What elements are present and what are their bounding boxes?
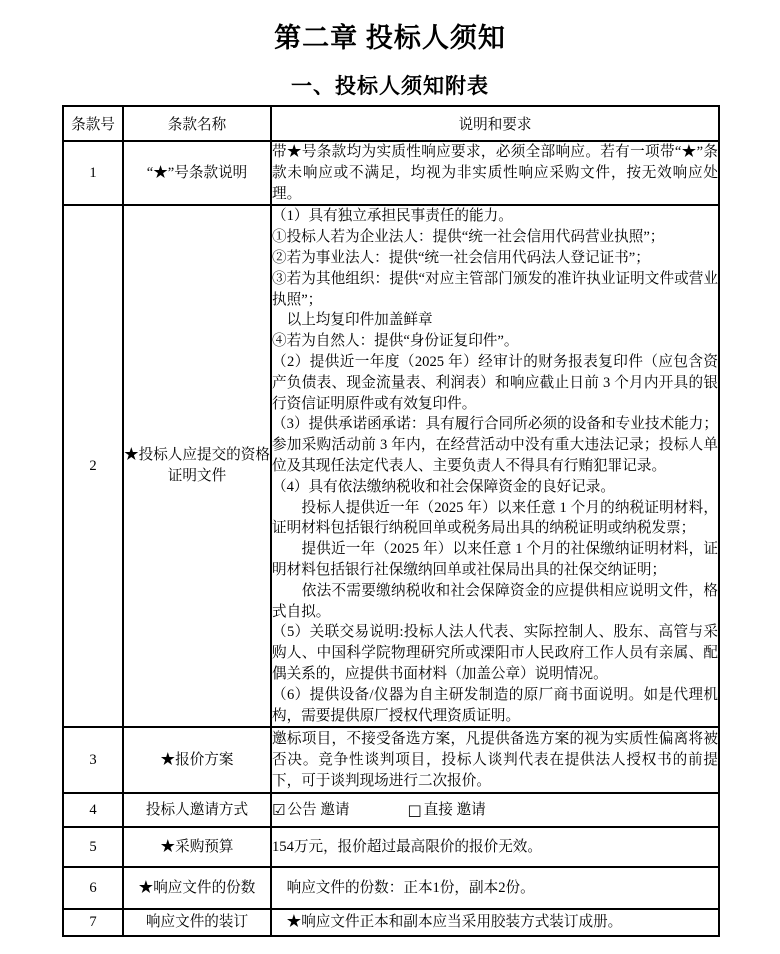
clause-name: ★采购预算 [123, 827, 271, 867]
header-clause-number: 条款号 [63, 106, 123, 141]
description-paragraph: ★响应文件正本和副本应当采用胶装方式装订成册。 [272, 914, 623, 931]
table-header-row [63, 106, 719, 141]
table-row [63, 827, 719, 867]
chapter-title: 第二章 投标人须知 [274, 23, 506, 53]
clause-name: 响应文件的装订 [123, 909, 271, 936]
description-paragraph: ①投标人若为企业法人：提供“统一社会信用代码营业执照”； [272, 229, 665, 246]
description-paragraph: ③若为其他组织：提供“对应主管部门颁发的准许执业证明文件或营业执照”； [272, 270, 718, 308]
clause-number: 5 [63, 827, 123, 867]
description-paragraph: 依法不需要缴纳税收和社会保障资金的应提供相应说明文件，格式自拟。 [272, 582, 718, 620]
clause-description [271, 727, 719, 793]
table-row [63, 909, 719, 936]
clause-number: 4 [63, 793, 123, 827]
description-paragraph: 邀标项目，不接受备选方案，凡提供备选方案的视为实质性偏离将被否决。竞争性谈判项目，投标人谈判代表在提供法人授权书的前提下，可于谈判现场进行二次报价。 [272, 731, 718, 789]
clause-description [271, 205, 719, 727]
option-direct-invitation [407, 800, 485, 821]
clause-name: ★投标人应提交的资格证明文件 [123, 205, 271, 727]
clause-number: 2 [63, 205, 123, 727]
table-row [63, 727, 719, 793]
clause-name: ★响应文件的份数 [123, 867, 271, 909]
description-paragraph: （4）具有依法缴纳税收和社会保障资金的良好记录。 [272, 478, 615, 495]
description-paragraph: 以上均复印件加盖鲜章 [272, 312, 433, 329]
clause-name: ★报价方案 [123, 727, 271, 793]
table-row [63, 867, 719, 909]
clause-description [271, 141, 719, 205]
table-row [63, 793, 719, 827]
clause-description [271, 867, 719, 909]
description-paragraph: （1）具有独立承担民事责任的能力。 [272, 208, 513, 225]
table-row [63, 141, 719, 205]
bidder-notice-table [62, 105, 720, 937]
description-paragraph: （6）提供设备/仪器为自主研发制造的原厂商书面说明。如是代理机构，需要提供原厂授权代理资质证明。 [272, 686, 718, 724]
clause-description [271, 793, 719, 827]
clause-number: 7 [63, 909, 123, 936]
description-paragraph: 带★号条款均为实质性响应要求，必须全部响应。若有一项带“★”条款未响应或不满足，均视为非实质性响应采购文件，按无效响应处理。 [272, 144, 718, 202]
option-public-invitation [272, 800, 349, 821]
checkbox-checked-icon: ☑ [272, 800, 286, 819]
checkbox-unchecked-icon: □ [407, 800, 422, 819]
invitation-method-options [272, 800, 718, 821]
description-paragraph: 154万元，报价超过最高限价的报价无效。 [272, 838, 542, 855]
description-paragraph: （3）提供承诺函承诺：具有履行合同所必须的设备和专业技术能力；参加采购活动前 3 年内，在经营活动中没有重大违法记录；投标人单位及其现任法定代表人、主要负责人不得具有行贿犯罪记录。 [272, 416, 718, 474]
table-row [63, 205, 719, 727]
description-paragraph: （2）提供近一年度（2025 年）经审计的财务报表复印件（应包含资产负债表、现金流量表、利润表）和响应截止日前 3 个月内开具的银行资信证明原件或有效复印件。 [272, 353, 718, 412]
description-paragraph: 响应文件的份数：正本1份，副本2份。 [272, 879, 535, 896]
clause-name: 投标人邀请方式 [123, 793, 271, 827]
header-clause-name: 条款名称 [123, 106, 271, 141]
description-paragraph: ④若为自然人：提供“身份证复印件”。 [272, 333, 519, 350]
clause-name: “★”号条款说明 [123, 141, 271, 205]
option-label: 公告 邀请 [287, 801, 350, 818]
option-label: 直接 邀请 [423, 801, 486, 818]
header-clause-description: 说明和要求 [271, 106, 719, 141]
description-paragraph: 投标人提供近一年（2025 年）以来任意 1 个月的纳税证明材料，证明材料包括银行纳税回单或税务局出具的纳税证明或纳税发票； [272, 499, 718, 537]
description-paragraph: 提供近一年（2025 年）以来任意 1 个月的社保缴纳证明材料，证明材料包括银行社保缴纳回单或社保局出具的社保交纳证明； [272, 541, 718, 578]
clause-number: 6 [63, 867, 123, 909]
clause-number: 3 [63, 727, 123, 793]
section-title: 一、投标人须知附表 [291, 74, 489, 98]
clause-description [271, 909, 719, 936]
description-paragraph: ②若为事业法人：提供“统一社会信用代码法人登记证书”； [272, 249, 650, 266]
clause-description [271, 827, 719, 867]
clause-number: 1 [63, 141, 123, 205]
description-paragraph: （5）关联交易说明:投标人法人代表、实际控制人、股东、高管与采购人、中国科学院物理研究所或溧阳市人民政府工作人员有亲属、配偶关系的，应提供书面材料（加盖公章）说明情况。 [272, 624, 718, 682]
